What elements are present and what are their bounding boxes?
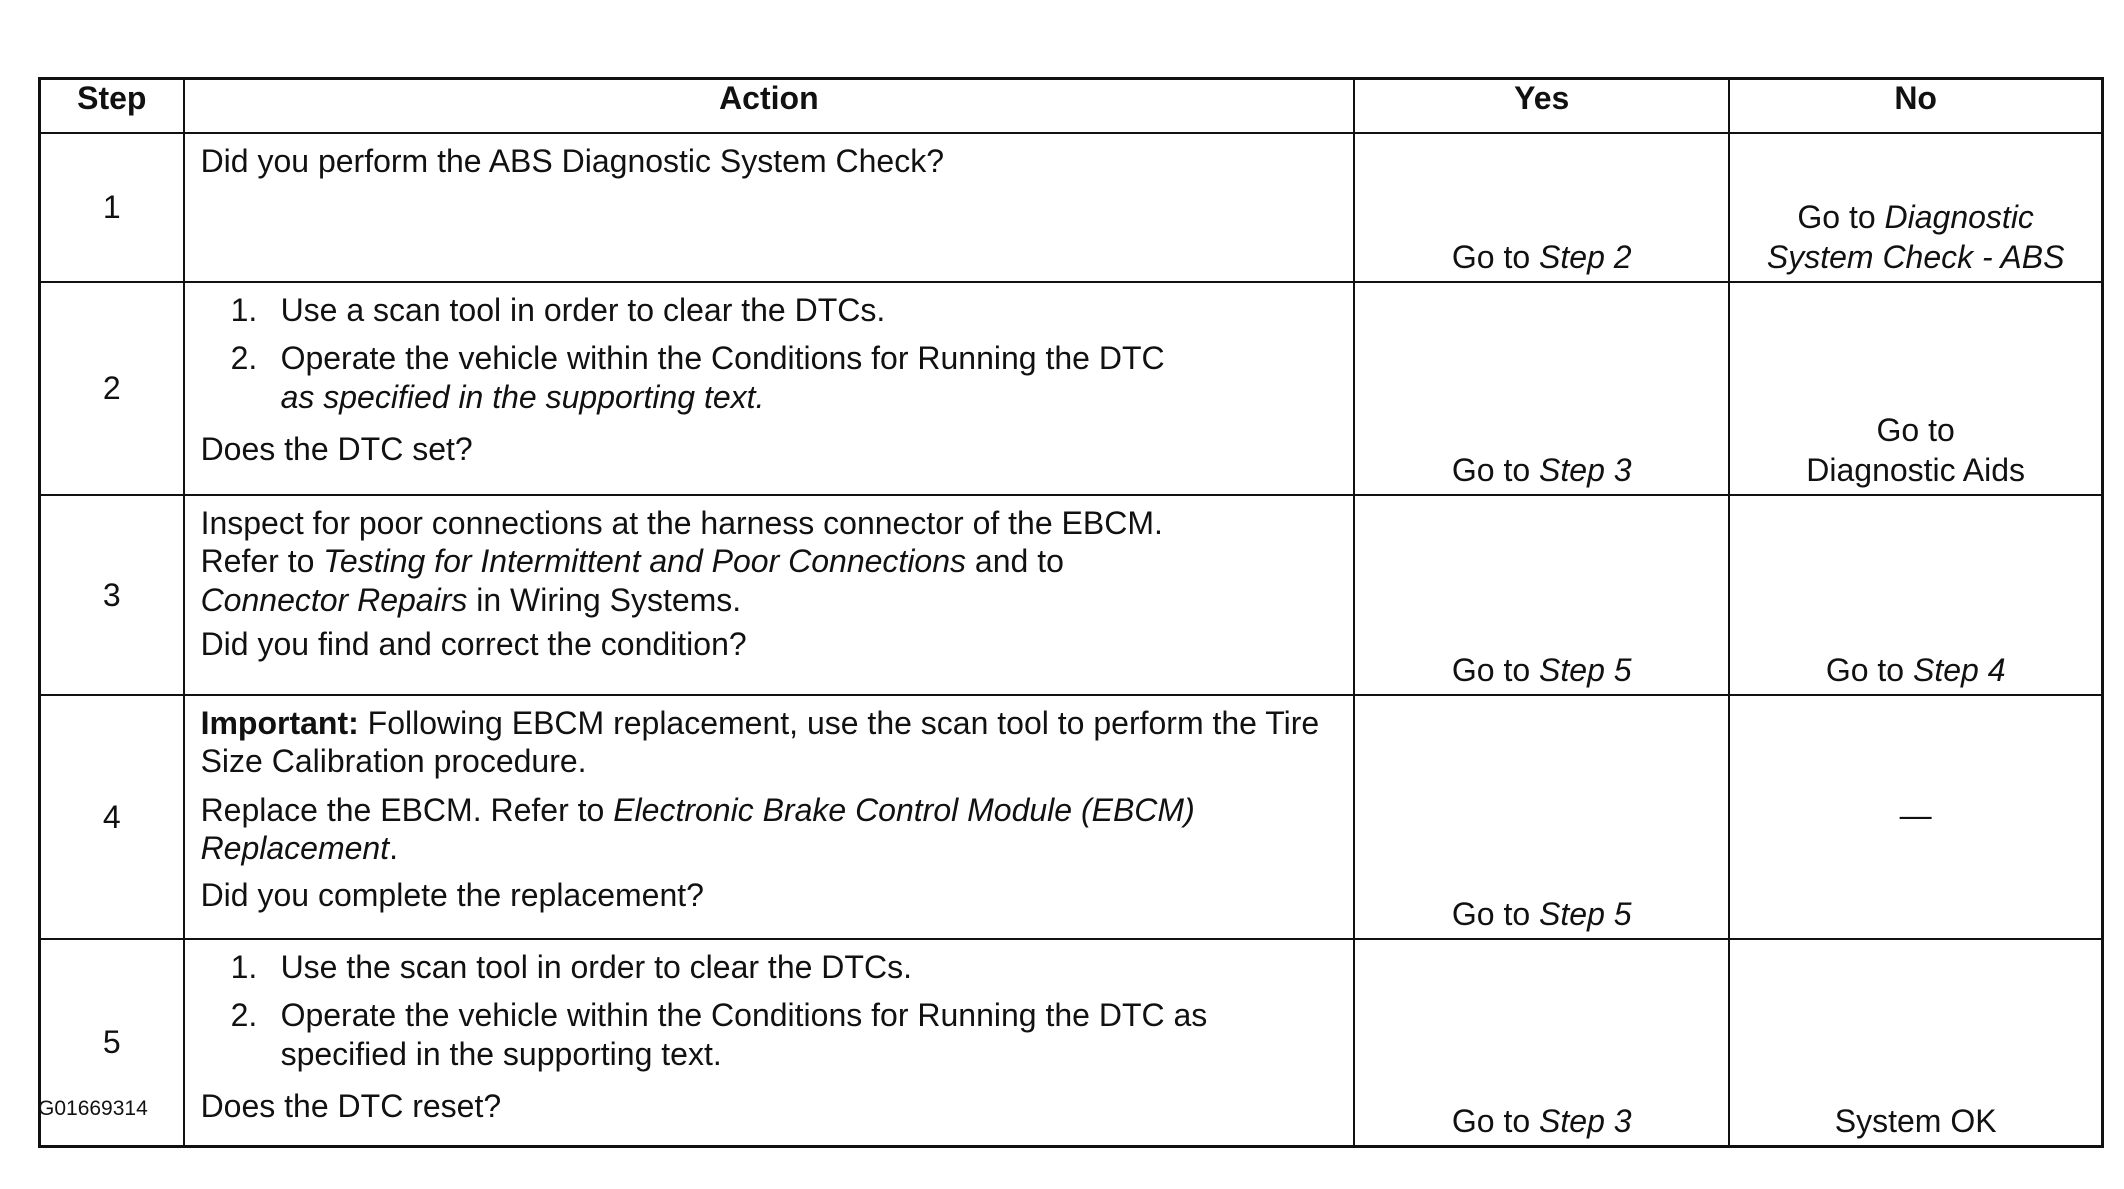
action-question: Did you perform the ABS Diagnostic System Check? (200, 143, 944, 179)
yes-prefix: Go to (1451, 239, 1531, 275)
list-item (201, 339, 1340, 416)
no-cell (1729, 939, 2102, 1147)
action-text: Inspect for poor connections at the harness connector of the EBCM. (200, 505, 1163, 541)
list-number: 1. (230, 949, 258, 985)
action-cell (184, 939, 1355, 1147)
no-cell (1729, 495, 2102, 695)
important-note (201, 704, 1340, 781)
step-number: 5 (40, 939, 184, 1147)
yes-prefix: Go to (1451, 652, 1531, 688)
no-line1: Go to (1876, 412, 1955, 448)
yes-prefix: Go to (1451, 896, 1531, 932)
no-diagnostic-aids-link[interactable]: Diagnostic Aids (1806, 452, 2026, 488)
action-cell (184, 133, 1355, 282)
list-item (201, 996, 1340, 1073)
no-cell (1729, 282, 2102, 495)
replace-prefix: Replace the EBCM. Refer to (200, 791, 605, 828)
list-text: Use a scan tool in order to clear the DTCs. (280, 292, 886, 328)
action-question: Does the DTC set? (200, 431, 473, 468)
important-label: Important: (200, 705, 359, 741)
step-number: 4 (40, 695, 184, 939)
step-number: 1 (40, 133, 184, 282)
list-item (201, 948, 1340, 986)
no-link-line1[interactable]: Diagnostic (1884, 199, 2034, 235)
table-row (40, 495, 2103, 695)
action-question: Did you complete the replacement? (200, 876, 704, 913)
yes-cell (1354, 133, 1729, 282)
no-value: System OK (1834, 1103, 1997, 1139)
yes-step-link[interactable]: Step 5 (1539, 896, 1632, 932)
no-dash: — (1899, 797, 1932, 833)
list-text: Operate the vehicle within the Conditions for Running the DTC (280, 340, 1165, 377)
action-list (201, 291, 1340, 416)
figure-id: G01669314 (38, 1097, 148, 1120)
action-question: Does the DTC reset? (200, 1088, 502, 1125)
yes-cell (1354, 282, 1729, 495)
header-step: Step (40, 79, 184, 134)
list-text: Use the scan tool in order to clear the DTCs. (280, 949, 912, 985)
action-text-connector (201, 581, 1340, 619)
no-cell (1729, 133, 2102, 282)
step-number: 2 (40, 282, 184, 495)
yes-cell (1354, 939, 1729, 1147)
list-number: 2. (230, 997, 258, 1034)
step-number: 3 (40, 495, 184, 695)
list-text-italic: as specified in the supporting text. (280, 378, 765, 415)
no-step-link[interactable]: Step 4 (1912, 652, 2006, 688)
action-question: Did you find and correct the condition? (200, 626, 747, 663)
yes-step-link[interactable]: Step 2 (1539, 239, 1632, 275)
yes-step-link[interactable]: Step 5 (1539, 652, 1632, 688)
table-row (40, 282, 2103, 495)
refer-suffix: and to (974, 543, 1064, 580)
replace-suffix: . (389, 830, 398, 867)
list-number: 2. (230, 340, 258, 377)
no-prefix: Go to (1825, 652, 1905, 688)
yes-prefix: Go to (1451, 452, 1531, 488)
no-link-line2[interactable]: System Check - ABS (1766, 239, 2065, 275)
action-cell (184, 282, 1355, 495)
action-cell (184, 695, 1355, 939)
list-item (201, 291, 1340, 329)
list-text: Operate the vehicle within the Conditions for Running the DTC as specified in the supporting text. (280, 997, 1208, 1072)
table-row (40, 939, 2103, 1147)
connector-repairs-link[interactable]: Connector Repairs (200, 581, 468, 618)
header-no: No (1729, 79, 2102, 134)
yes-cell (1354, 695, 1729, 939)
action-list (201, 948, 1340, 1073)
yes-cell (1354, 495, 1729, 695)
table-row (40, 133, 2103, 282)
no-prefix: Go to (1797, 199, 1876, 235)
table-row (40, 695, 2103, 939)
action-cell (184, 495, 1355, 695)
yes-step-link[interactable]: Step 3 (1539, 1103, 1632, 1139)
action-text-refer (201, 542, 1340, 580)
header-action: Action (184, 79, 1355, 134)
yes-step-link[interactable]: Step 3 (1539, 452, 1632, 488)
connector-suffix: in Wiring Systems. (476, 581, 742, 618)
diagnostic-table (38, 77, 2104, 1148)
header-yes: Yes (1354, 79, 1729, 134)
no-cell (1729, 695, 2102, 939)
refer-prefix: Refer to (200, 543, 315, 580)
list-number: 1. (230, 292, 258, 328)
ebcm-replacement-link[interactable]: Electronic Brake Control Module (EBCM) Replacement (200, 791, 1195, 867)
yes-prefix: Go to (1451, 1103, 1531, 1139)
replace-instruction (201, 791, 1340, 868)
header-row (40, 79, 2103, 134)
important-text: Following EBCM replacement, use the scan tool to perform the Tire Size Calibration procedure. (200, 705, 1320, 780)
testing-link[interactable]: Testing for Intermittent and Poor Connections (323, 543, 967, 580)
